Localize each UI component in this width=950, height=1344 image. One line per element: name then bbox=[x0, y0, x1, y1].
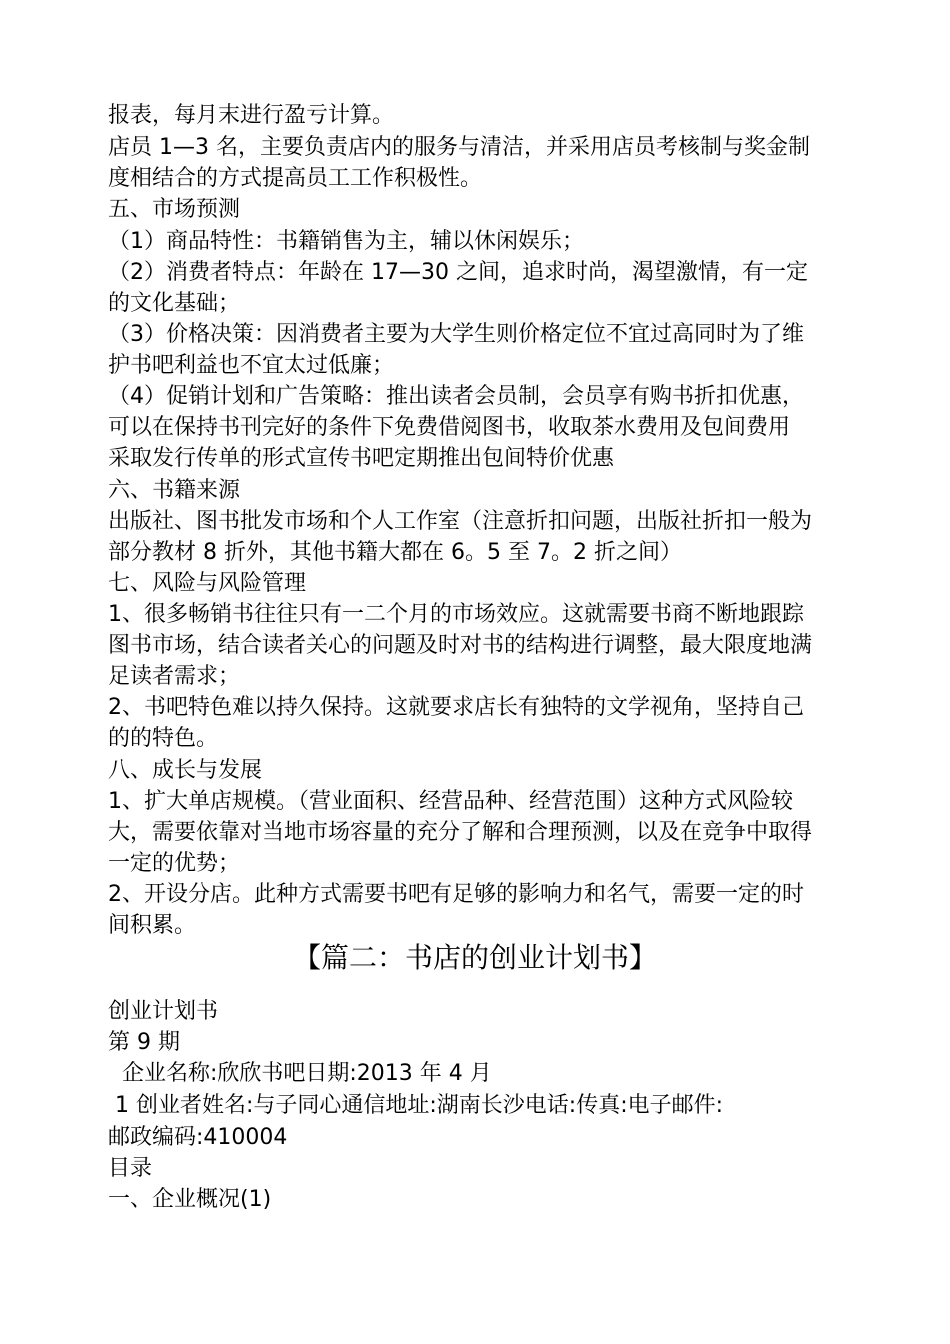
text-line: 1、很多畅销书往往只有一二个月的市场效应。这就需要书商不断地跟踪 bbox=[108, 602, 804, 627]
toc-heading: 目录 bbox=[108, 1156, 153, 1181]
toc-item: 一、企业概况(1) bbox=[108, 1187, 272, 1212]
text-line: 企业名称:欣欣书吧日期:2013 年 4 月 bbox=[108, 1061, 492, 1086]
text-line: （4）促销计划和广告策略：推出读者会员制，会员享有购书折扣优惠， bbox=[108, 384, 804, 409]
section-heading-8: 八、成长与发展 bbox=[108, 758, 263, 783]
text-line: 1、扩大单店规模。（营业面积、经营品种、经营范围）这种方式风险较 bbox=[108, 789, 793, 814]
text-line: 间积累。 bbox=[108, 913, 197, 938]
text-line: （1）商品特性：书籍销售为主，辅以休闲娱乐； bbox=[108, 229, 584, 254]
text-line: （3）价格决策：因消费者主要为大学生则价格定位不宜过高同时为了维 bbox=[108, 322, 804, 347]
text-line: 一定的优势； bbox=[108, 851, 241, 876]
text-line: 邮政编码:410004 bbox=[108, 1125, 288, 1150]
text-line: （2）消费者特点：年龄在 17—30 之间，追求时尚，渴望激情，有一定 bbox=[108, 260, 808, 285]
text-line: 部分教材 8 折外，其他书籍大都在 6。5 至 7。2 折之间） bbox=[108, 540, 682, 565]
text-line: 可以在保持书刊完好的条件下免费借阅图书，收取茶水费用及包间费用 bbox=[108, 415, 791, 440]
text-line: 出版社、图书批发市场和个人工作室（注意折扣问题，出版社折扣一般为 bbox=[108, 509, 813, 534]
section-heading-7: 七、风险与风险管理 bbox=[108, 571, 307, 596]
text-line: 店员 1—3 名，主要负责店内的服务与清洁，并采用店员考核制与奖金制 bbox=[108, 135, 810, 160]
text-line: 护书吧利益也不宜太过低廉； bbox=[108, 353, 395, 378]
text-line: 第 9 期 bbox=[108, 1030, 180, 1055]
text-line: 2、开设分店。此种方式需要书吧有足够的影响力和名气，需要一定的时 bbox=[108, 882, 804, 907]
text-line: 的文化基础； bbox=[108, 291, 241, 316]
text-line: 2、书吧特色难以持久保持。这就要求店长有独特的文学视角，坚持自己 bbox=[108, 695, 804, 720]
text-line: 大，需要依靠对当地市场容量的充分了解和合理预测，以及在竞争中取得 bbox=[108, 820, 813, 845]
text-line: 创业计划书 bbox=[108, 999, 219, 1024]
text-line: 报表，每月末进行盈亏计算。 bbox=[108, 103, 395, 128]
part-two-heading: 【篇二：书店的创业计划书】 bbox=[292, 941, 657, 974]
section-heading-5: 五、市场预测 bbox=[108, 197, 241, 222]
text-line: 足读者需求； bbox=[108, 664, 241, 689]
section-heading-6: 六、书籍来源 bbox=[108, 478, 241, 503]
text-line: 度相结合的方式提高员工工作积极性。 bbox=[108, 166, 483, 191]
text-line: 图书市场，结合读者关心的问题及时对书的结构进行调整，最大限度地满 bbox=[108, 633, 813, 658]
text-line: 1 创业者姓名:与子同心通信地址:湖南长沙电话:传真:电子邮件: bbox=[108, 1093, 724, 1118]
text-line: 采取发行传单的形式宣传书吧定期推出包间特价优惠 bbox=[108, 446, 615, 471]
text-line: 的的特色。 bbox=[108, 726, 219, 751]
